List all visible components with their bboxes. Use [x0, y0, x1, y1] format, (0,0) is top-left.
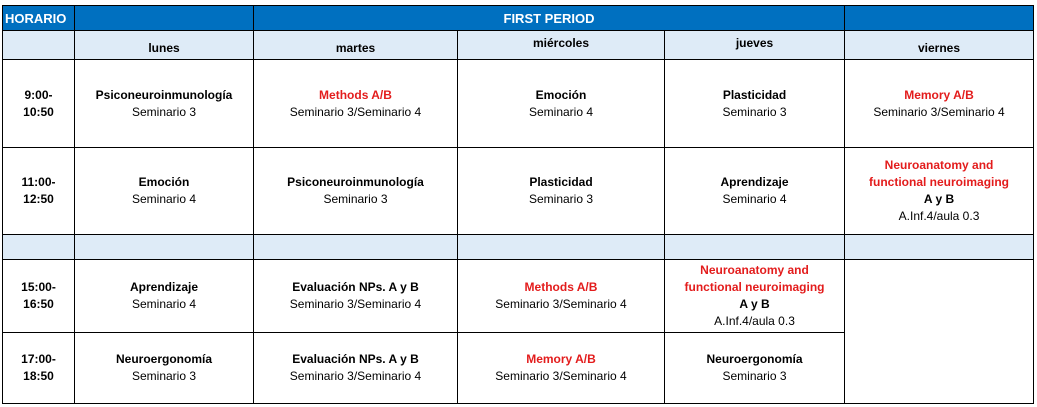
- schedule-table: [2, 5, 1034, 404]
- empty-cell: [845, 260, 1034, 404]
- room-name: Seminario 3: [131, 369, 197, 383]
- time-end: 12:50: [23, 192, 54, 206]
- room-name: Seminario 3: [528, 192, 594, 206]
- day-jueves: jueves: [665, 31, 845, 60]
- subject-name: Neuroergonomía: [115, 352, 212, 366]
- subject-name: Plasticidad: [722, 87, 787, 102]
- subject-name: Methods A/B: [524, 280, 598, 294]
- subject-name: Emoción: [535, 87, 587, 102]
- subject-name: Memory A/B: [904, 87, 974, 102]
- break-row: [3, 235, 1034, 260]
- day-martes: martes: [254, 31, 458, 60]
- subject-name: Neuroanatomy and functional neuroimaging: [684, 263, 825, 294]
- subject-name: Aprendizaje: [129, 280, 198, 294]
- time-start: 9:00-: [24, 87, 53, 102]
- break-cell: [75, 235, 254, 260]
- class-cell: [75, 333, 254, 404]
- subject-name: Neuroergonomía: [706, 352, 803, 366]
- subject-name: Evaluación NPs. A y B: [292, 280, 419, 294]
- class-cell: [254, 60, 458, 148]
- class-cell: [254, 148, 458, 235]
- room-name: Seminario 3: [722, 104, 787, 119]
- header-blank: [845, 6, 1034, 31]
- slot-row: [3, 60, 1034, 148]
- subject-name: Aprendizaje: [720, 175, 789, 189]
- class-cell: [75, 260, 254, 333]
- class-cell: [458, 148, 665, 235]
- class-cell: [665, 60, 845, 148]
- class-cell: [75, 60, 254, 148]
- time-cell: [3, 333, 75, 404]
- room-name: Seminario 3: [722, 369, 787, 383]
- room-name: A.Inf.4/aula 0.3: [714, 314, 795, 328]
- break-cell: [3, 235, 75, 260]
- period-header: FIRST PERIOD: [254, 6, 845, 31]
- day-miercoles: miércoles: [458, 31, 665, 60]
- time-cell: [3, 60, 75, 148]
- days-row: [3, 31, 1034, 60]
- time-start: 11:00-: [21, 175, 56, 189]
- room-name: Seminario 3/Seminario 4: [289, 369, 422, 383]
- slot-row: [3, 148, 1034, 235]
- room-name: Seminario 3: [323, 192, 388, 206]
- time-end: 16:50: [23, 297, 54, 311]
- days-corner: [3, 31, 75, 60]
- room-name: Seminario 4: [528, 104, 594, 119]
- room-name: Seminario 3/Seminario 4: [289, 104, 422, 119]
- break-cell: [845, 235, 1034, 260]
- header-blank: [75, 6, 254, 31]
- header-row: [3, 6, 1034, 31]
- slot-row: [3, 260, 1034, 333]
- time-end: 10:50: [23, 104, 54, 119]
- room-name: Seminario 3: [131, 104, 197, 119]
- class-cell: [458, 333, 665, 404]
- subject-name: Memory A/B: [526, 352, 596, 366]
- subject-name: Psiconeuroinmunología: [95, 87, 233, 102]
- break-cell: [254, 235, 458, 260]
- time-end: 18:50: [23, 369, 54, 383]
- time-start: 17:00-: [21, 352, 56, 366]
- class-cell: [665, 148, 845, 235]
- class-cell: [665, 333, 845, 404]
- class-cell: [458, 60, 665, 148]
- class-cell: [75, 148, 254, 235]
- subject-name: Plasticidad: [529, 175, 593, 189]
- horario-header: HORARIO: [3, 6, 75, 31]
- time-start: 15:00-: [21, 280, 56, 294]
- subject-name: Emoción: [138, 175, 190, 189]
- room-name: Seminario 4: [722, 192, 787, 206]
- day-viernes: viernes: [845, 31, 1034, 60]
- room-name: Seminario 3/Seminario 4: [289, 297, 422, 311]
- group-name: A y B: [923, 192, 955, 206]
- subject-name: Neuroanatomy and functional neuroimaging: [869, 158, 1010, 189]
- class-cell: [254, 333, 458, 404]
- class-cell: [845, 148, 1034, 235]
- break-cell: [665, 235, 845, 260]
- room-name: Seminario 4: [131, 297, 197, 311]
- subject-name: Psiconeuroinmunología: [287, 175, 424, 189]
- room-name: A.Inf.4/aula 0.3: [898, 209, 980, 223]
- time-cell: [3, 148, 75, 235]
- time-cell: [3, 260, 75, 333]
- class-cell: [845, 60, 1034, 148]
- class-cell: [254, 260, 458, 333]
- break-cell: [458, 235, 665, 260]
- subject-name: Methods A/B: [319, 87, 392, 102]
- group-name: A y B: [739, 297, 770, 311]
- day-lunes: lunes: [75, 31, 254, 60]
- class-cell: [665, 260, 845, 333]
- room-name: Seminario 3/Seminario 4: [495, 369, 627, 383]
- room-name: Seminario 4: [131, 192, 197, 206]
- class-cell: [458, 260, 665, 333]
- room-name: Seminario 3/Seminario 4: [495, 297, 627, 311]
- room-name: Seminario 3/Seminario 4: [873, 104, 1005, 119]
- subject-name: Evaluación NPs. A y B: [292, 352, 419, 366]
